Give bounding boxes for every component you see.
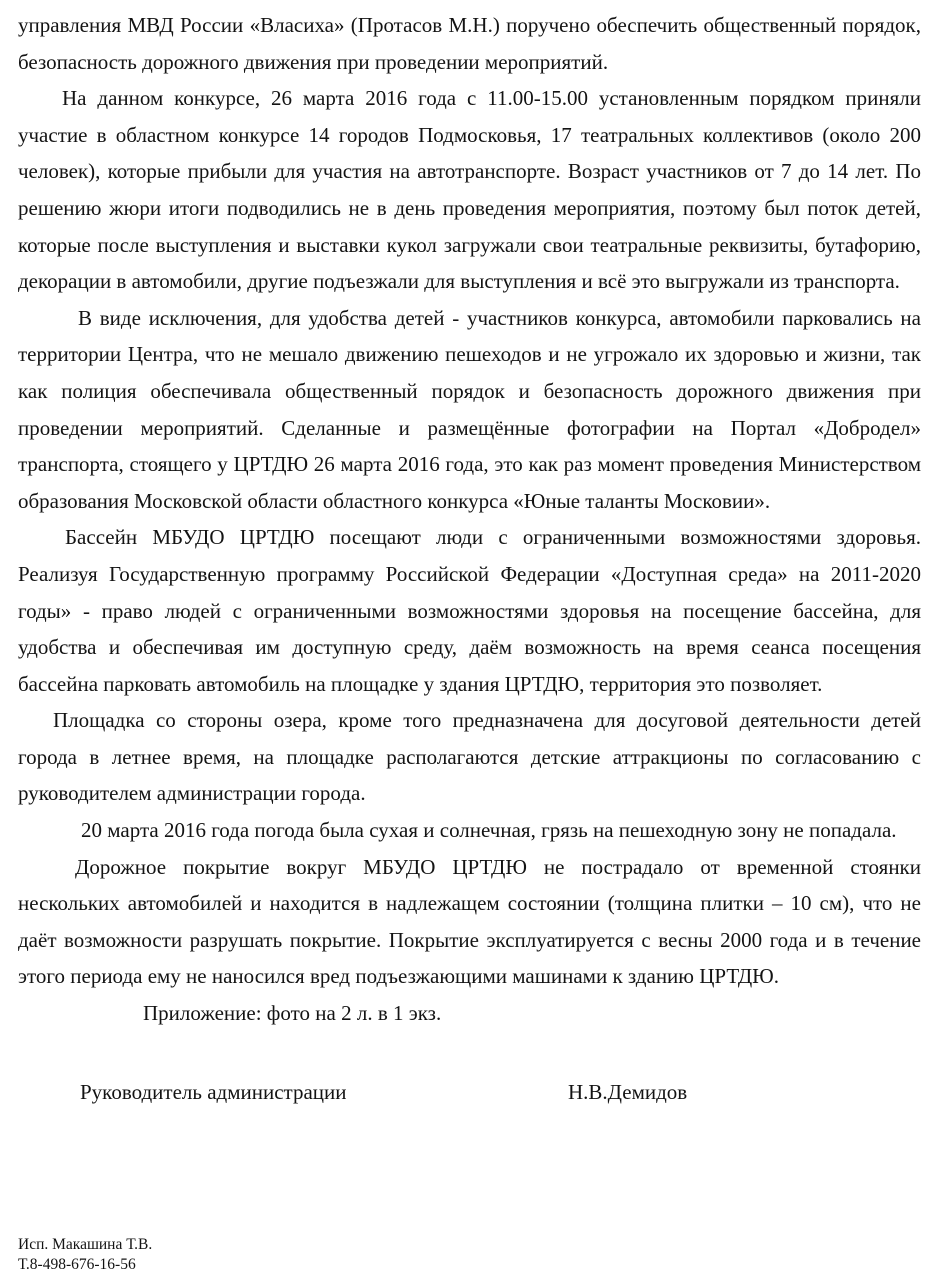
document-footer bbox=[18, 1235, 152, 1275]
signature-title: Руководитель администрации bbox=[80, 1079, 347, 1104]
paragraph-parking-exception: В виде исключения, для удобства детей - участников конкурса, автомобили парковались на территории Центра, что не мешало движению пешеходов и не угрожало их здоровью и жизни, так как полиция обеспечивала общественный порядок и безопасность дорожного движения при проведении мероприятий. Сделанные и размещённые фотографии на Портал «Добродел» транспорта, стоящего у ЦРТДЮ 26 марта 2016 года, это как раз момент проведения Министерством образования Московской области областного конкурса «Юные таланты Московии». bbox=[18, 305, 921, 513]
signature-block bbox=[18, 1074, 921, 1112]
paragraph-pool-accessibility: Бассейн МБУДО ЦРТДЮ посещают люди с ограниченными возможностями здоровья. Реализуя Государственную программу Российской Федерации «Доступная среда» на 2011-2020 годы» - право людей с ограниченными возможностями здоровья на посещение бассейна, для удобства и обеспечивая им доступную среду, даём возможность на время сеанса посещения бассейна парковать автомобиль на площадке у здания ЦРТДЮ, территория это позволяет. bbox=[18, 525, 921, 696]
signature-name: Н.В.Демидов bbox=[568, 1079, 688, 1104]
attachment-line: Приложение: фото на 2 л. в 1 экз. bbox=[143, 1001, 442, 1026]
executor-line: Исп. Макашина Т.В. bbox=[18, 1236, 153, 1253]
paragraph-weather: 20 марта 2016 года погода была сухая и солнечная, грязь на пешеходную зону не попадала. bbox=[81, 818, 897, 843]
paragraph-continuation: управления МВД России «Власиха» (Протасов М.Н.) поручено обеспечить общественный порядок, безопасность дорожного движения при проведении мероприятий. bbox=[18, 13, 921, 74]
paragraph-road-surface: Дорожное покрытие вокруг МБУДО ЦРТДЮ не пострадало от временной стоянки нескольких автомобилей и находится в надлежащем состоянии (толщина плитки – 10 см), что не даёт возможности разрушать покрытие. Покрытие эксплуатируется с весны 2000 года и в течение этого периода ему не наносился вред подъезжающими машинами к зданию ЦРТДЮ. bbox=[18, 854, 921, 989]
paragraph-contest: На данном конкурсе, 26 марта 2016 года с 11.00-15.00 установленным порядком приняли участие в областном конкурсе 14 городов Подмосковья, 17 театральных коллективов (около 200 человек), которые прибыли для участия на автотранспорте. Возраст участников от 7 до 14 лет. По решению жюри итоги подводились не в день проведения мероприятия, поэтому был поток детей, которые после выступления и выставки кукол загружали свои театральные реквизиты, бутафорию, декорации в автомобили, другие подъезжали для выступления и всё это выгружали из транспорта. bbox=[18, 86, 921, 294]
phone-line: Т.8-498-676-16-56 bbox=[18, 1256, 136, 1273]
paragraph-playground: Площадка со стороны озера, кроме того предназначена для досуговой деятельности детей города в летнее время, на площадке располагаются детские аттракционы по согласованию с руководителем администрации города. bbox=[18, 708, 921, 806]
